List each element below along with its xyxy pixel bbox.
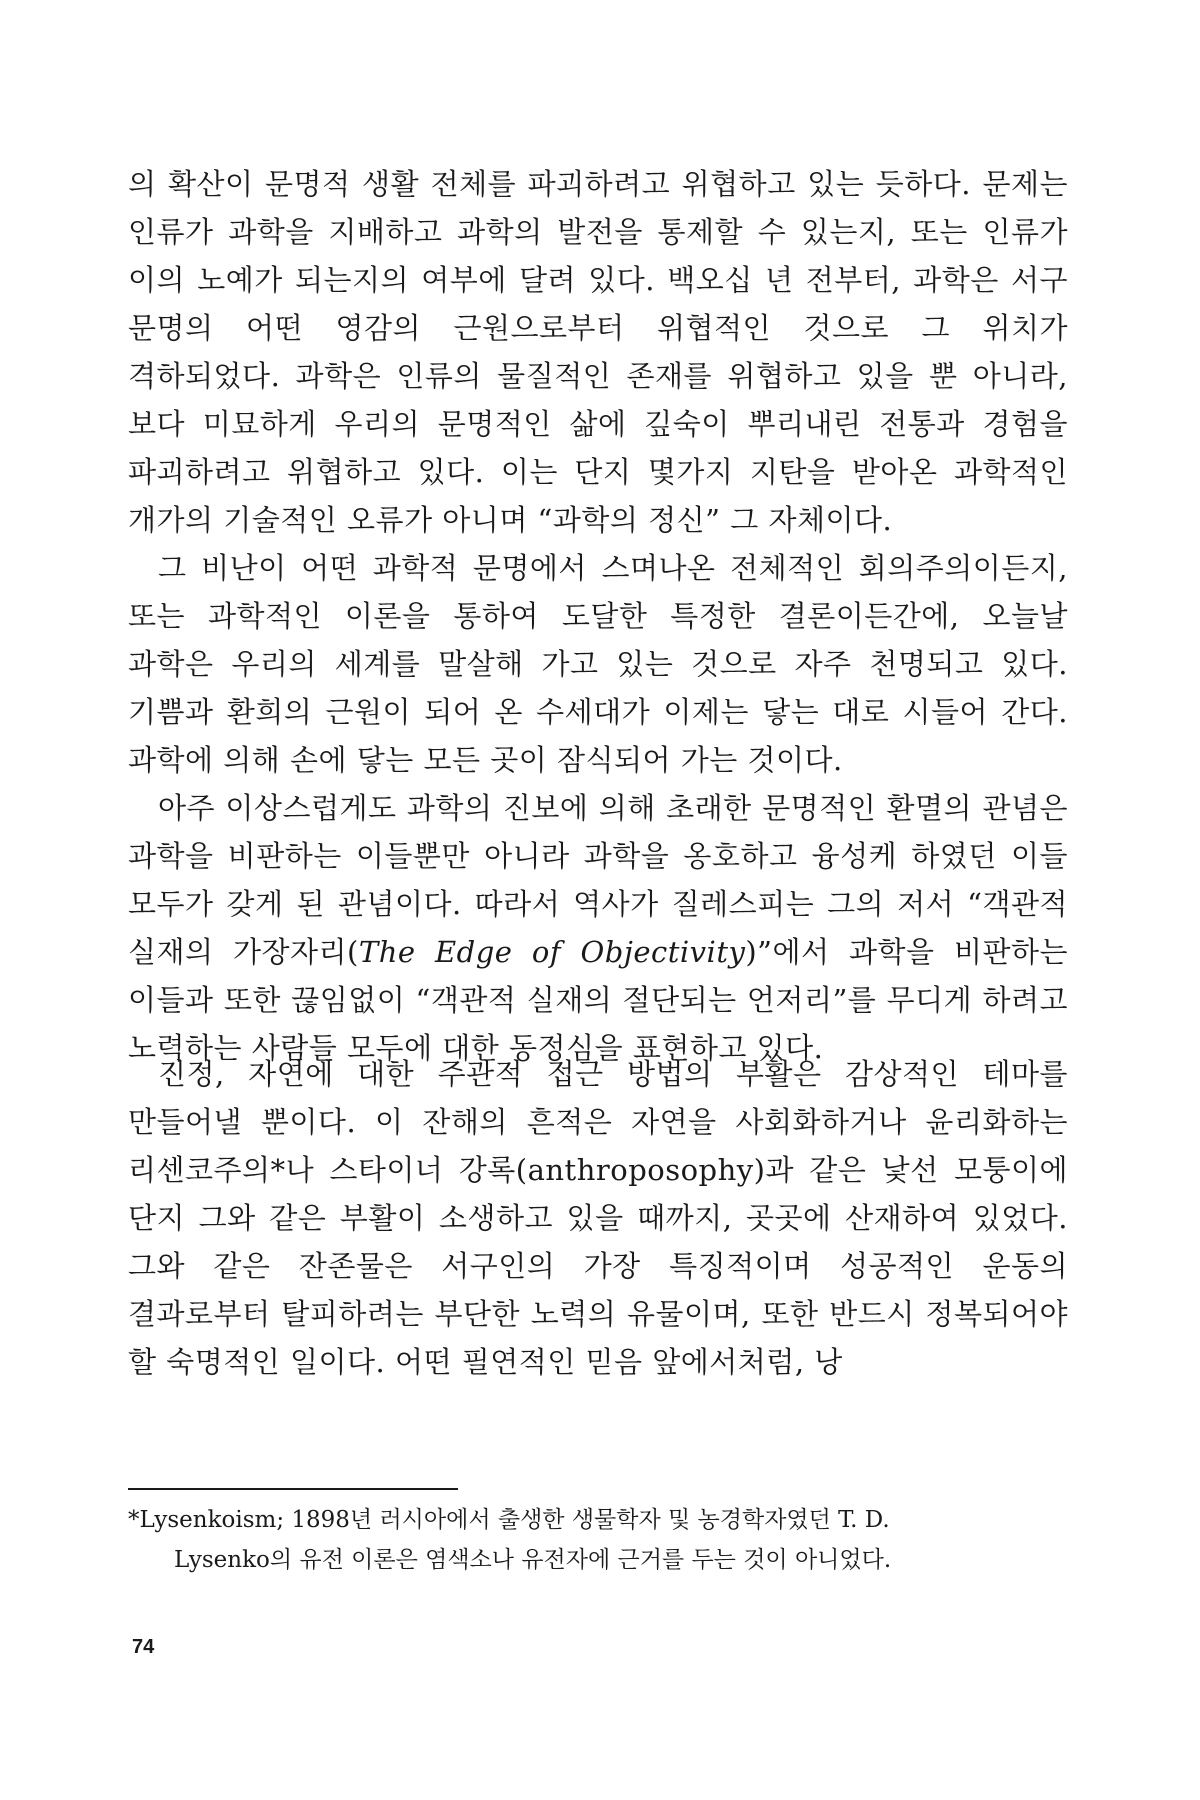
section-text-block xyxy=(128,1050,1068,1386)
book-title-italic: The Edge of Objectivity xyxy=(358,935,746,969)
main-text-block xyxy=(128,160,1068,1072)
footnote-divider xyxy=(128,1488,458,1490)
section-paragraph: 진정, 자연에 대한 주관적 접근 방법의 부활은 감상적인 테마를 만들어낼 뿐이다. 이 잔해의 흔적은 자연을 사회화하거나 윤리화하는 리센코주의*나 스타이너 강록(anthroposophy)과 같은 낯선 모퉁이에 단지 그와 같은 부활이 소생하고 있을 때까지, 곳곳에 산재하여 있었다. 그와 같은 잔존물은 서구인의 가장 특징적이며 성공적인 운동의 결과로부터 탈피하려는 부단한 노력의 유물이며, 또한 반드시 정복되어야 할 숙명적인 일이다. 어떤 필연적인 믿음 앞에서처럼, 낭 xyxy=(128,1057,1068,1379)
paragraph-with-book-title xyxy=(128,784,1068,1072)
paragraph-text-before-title: 아주 이상스럽게도 과학의 진보에 의해 초래한 문명적인 환멸의 관념은 과학을 비판하는 이들뿐만 아니라 과학을 옹호하고 융성케 하였던 이들 모두가 갖게 된 관념이다. 따라서 역사가 질레스피는 그의 저서 “객관적 실재의 가장자리( xyxy=(128,791,1068,969)
footnote xyxy=(128,1500,1068,1580)
paragraph-continued: 의 확산이 문명적 생활 전체를 파괴하려고 위협하고 있는 듯하다. 문제는 인류가 과학을 지배하고 과학의 발전을 통제할 수 있는지, 또는 인류가 이의 노예가 되는지의 여부에 달려 있다. 백오십 년 전부터, 과학은 서구 문명의 어떤 영감의 근원으로부터 위협적인 것으로 그 위치가 격하되었다. 과학은 인류의 물질적인 존재를 위협하고 있을 뿐 아니라, 보다 미묘하게 우리의 문명적인 삶에 깊숙이 뿌리내린 전통과 경험을 파괴하려고 위협하고 있다. 이는 단지 몇가지 지탄을 받아온 과학적인 개가의 기술적인 오류가 아니며 “과학의 정신” 그 자체이다. xyxy=(128,167,1068,537)
page-number: 74 xyxy=(132,1636,155,1658)
footnote-line: *Lysenkoism; 1898년 러시아에서 출생한 생물학자 및 농경학자였던 T. D. xyxy=(128,1507,890,1533)
paragraph: 그 비난이 어떤 과학적 문명에서 스며나온 전체적인 회의주의이든지, 또는 과학적인 이론을 통하여 도달한 특정한 결론이든간에, 오늘날 과학은 우리의 세계를 말살해 가고 있는 것으로 자주 천명되고 있다. 기쁨과 환희의 근원이 되어 온 수세대가 이제는 닿는 대로 시들어 간다. 과학에 의해 손에 닿는 모든 곳이 잠식되어 가는 것이다. xyxy=(128,551,1068,777)
paragraph-text-after-title: )”에서 과학을 비판하는 이들과 또한 끊임없이 “객관적 실재의 절단되는 언저리”를 무디게 하려고 노력하는 사람들 모두에 대한 동정심을 표현하고 있다. xyxy=(128,935,1068,1065)
footnote-line: Lysenko의 유전 이론은 염색소나 유전자에 근거를 두는 것이 아니었다. xyxy=(174,1547,892,1573)
